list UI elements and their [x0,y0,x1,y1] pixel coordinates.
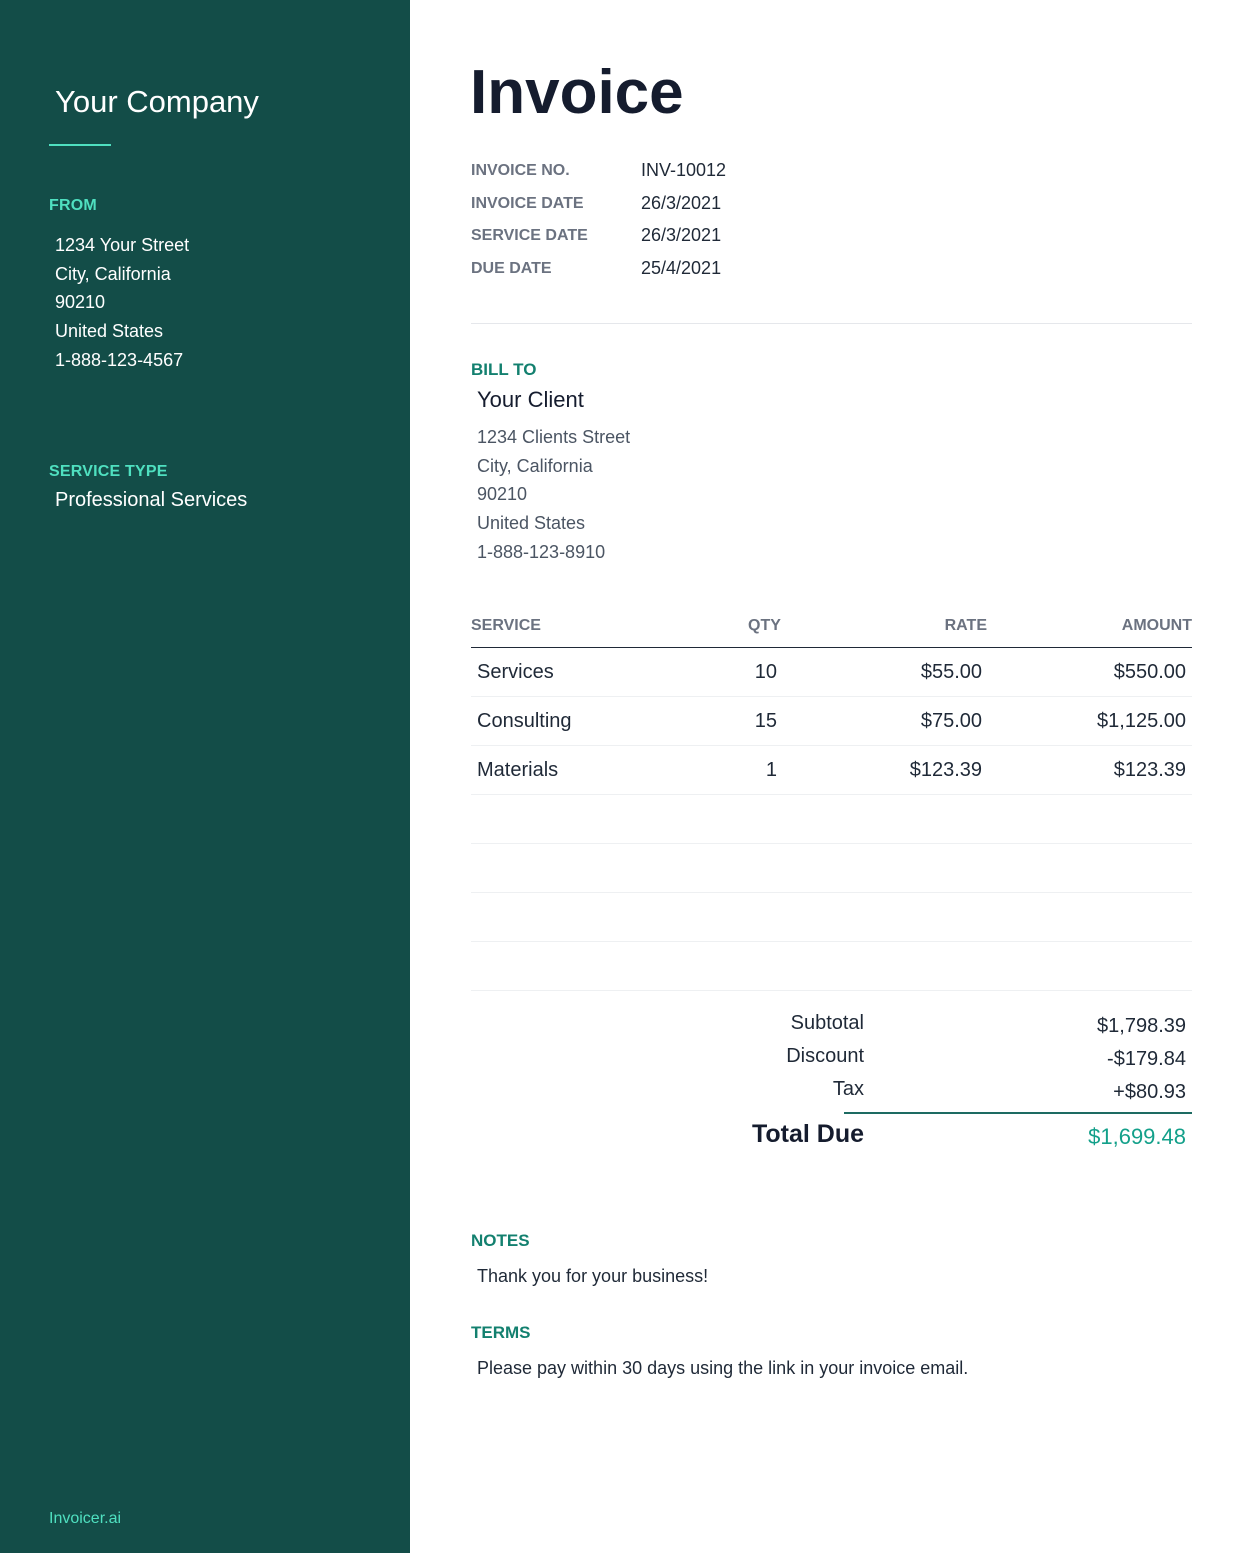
cell-qty: 15 [754,710,777,732]
table-row-empty [471,942,1192,991]
client-zip: 90210 [477,484,528,505]
from-label: FROM [49,197,97,214]
tax-row [471,1078,1192,1111]
total-due-label: Total Due [751,1120,864,1148]
table-row-empty [471,844,1192,893]
cell-service: Services [477,661,554,683]
client-phone: 1-888-123-8910 [477,541,606,562]
total-divider [844,1112,1192,1114]
cell-amount: $1,125.00 [1097,710,1186,732]
cell-qty: 10 [754,661,777,683]
client-country: United States [477,513,586,534]
meta-label: SERVICE DATE [471,227,588,245]
meta-label: DUE DATE [471,260,552,278]
subtotal-label: Subtotal [790,1012,864,1034]
tax-value: +$80.93 [1113,1081,1186,1103]
discount-label: Discount [786,1045,864,1067]
meta-value: INV-10012 [641,160,727,180]
discount-value: -$179.84 [1107,1048,1186,1070]
table-row [471,746,1192,795]
cell-service: Materials [477,759,559,781]
total-due-row [471,1120,1192,1156]
client-city: City, California [477,455,593,476]
table-row-empty [471,795,1192,844]
bill-to-label: BILL TO [471,360,537,379]
tax-label: Tax [832,1078,864,1100]
client-name: Your Client [477,387,584,412]
subtotal-value: $1,798.39 [1097,1015,1186,1037]
table-row-empty [471,893,1192,942]
line-items-table [471,612,1192,991]
total-due-value: $1,699.48 [1088,1124,1186,1149]
meta-value: 26/3/2021 [641,225,722,246]
terms-label: TERMS [471,1323,531,1342]
notes-label: NOTES [471,1231,530,1250]
table-row [471,648,1192,697]
table-row [471,697,1192,746]
from-street: 1234 Your Street [55,235,190,255]
header-qty: QTY [748,617,781,634]
company-underline [49,144,111,146]
header-amount: AMOUNT [1121,617,1192,634]
meta-label: INVOICE NO. [471,162,570,179]
cell-service: Consulting [477,710,572,732]
service-type-label: SERVICE TYPE [49,463,168,480]
table-header [471,612,1192,648]
client-street: 1234 Clients Street [477,427,631,447]
from-zip: 90210 [55,292,106,313]
header-service: SERVICE [471,617,541,634]
service-type-value: Professional Services [55,489,248,511]
cell-qty: 1 [765,759,777,781]
client-address [477,423,630,567]
cell-amount: $123.39 [1113,759,1186,781]
company-name: Your Company [55,84,259,119]
sidebar [0,0,410,1553]
brand-footer: Invoicer.ai [49,1510,122,1527]
meta-value: 25/4/2021 [641,258,722,279]
page-title: Invoice [470,58,684,127]
cell-amount: $550.00 [1113,661,1186,683]
cell-rate: $75.00 [920,710,982,732]
discount-row [471,1045,1192,1078]
from-address [55,231,189,375]
from-phone: 1-888-123-4567 [55,349,184,370]
from-country: United States [55,321,164,342]
meta-label: INVOICE DATE [471,194,584,212]
notes-text: Thank you for your business! [477,1266,709,1286]
subtotal-row [471,1012,1192,1045]
meta-value: 26/3/2021 [641,192,722,213]
invoice-main [410,0,1250,1553]
from-city: City, California [55,263,171,284]
terms-text: Please pay within 30 days using the link in your invoice email. [477,1358,969,1378]
cell-rate: $123.39 [909,759,982,781]
header-rate: RATE [944,617,987,634]
totals-section [471,1012,1192,1149]
cell-rate: $55.00 [920,661,982,683]
divider [471,323,1192,324]
